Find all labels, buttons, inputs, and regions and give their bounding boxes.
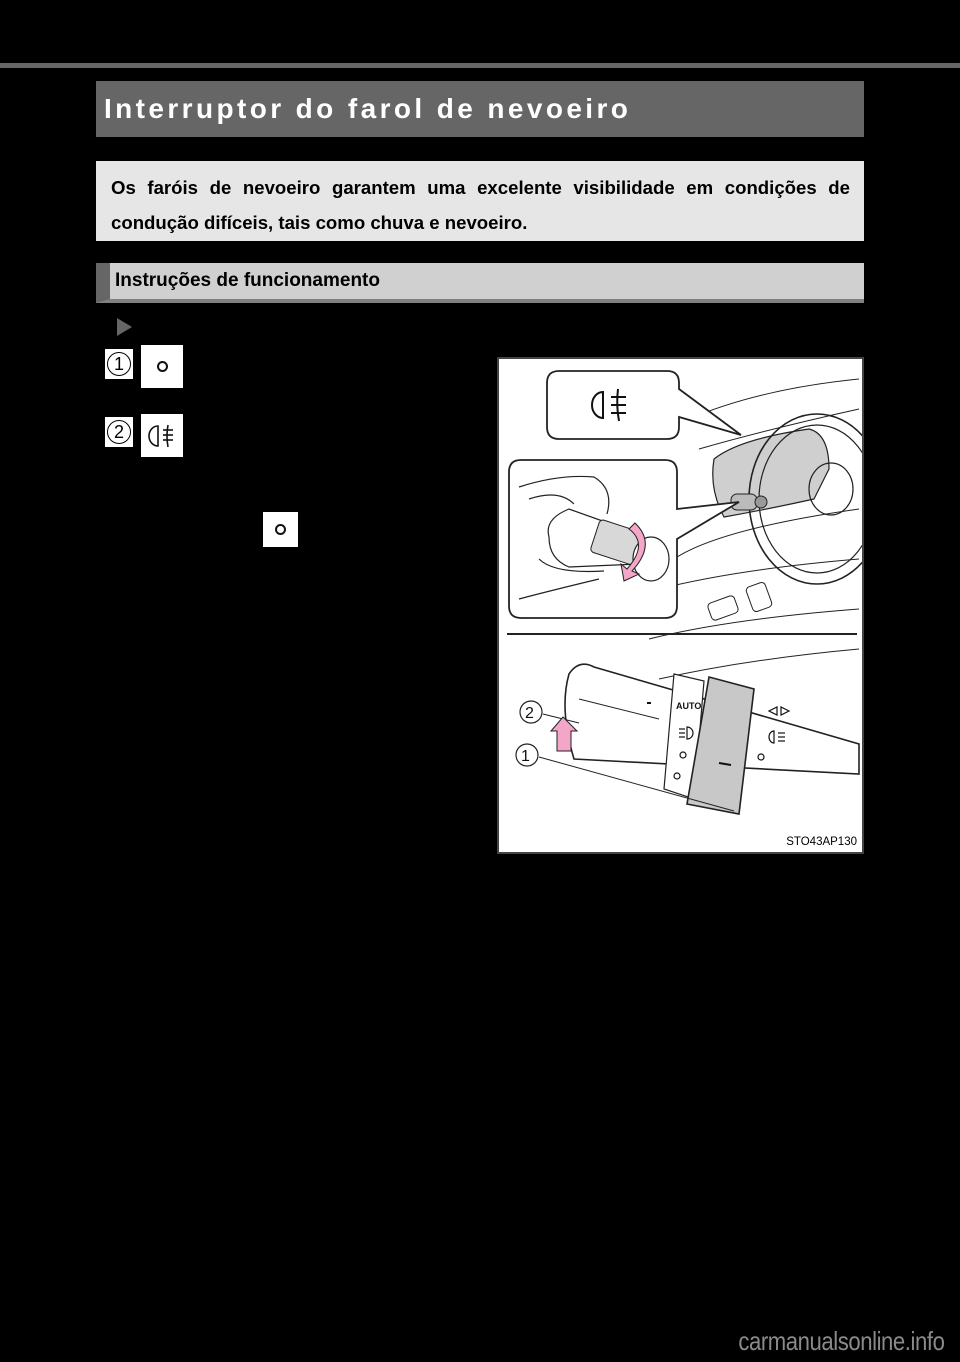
intro-text: Os faróis de nevoeiro garantem uma excelente visibilidade em condições de condução difíceis, tais como chuva e nevoeiro. bbox=[111, 177, 850, 233]
inline-off-ring-icon-box bbox=[263, 512, 298, 547]
section-header bbox=[96, 263, 864, 303]
front-fog-light-icon bbox=[147, 421, 177, 451]
bullet-triangle-icon bbox=[117, 318, 132, 336]
figure-caption: STO43AP130 bbox=[786, 836, 857, 848]
fog-light-switch-illustration bbox=[499, 359, 862, 852]
off-ring-icon bbox=[275, 524, 286, 535]
section-header-label: Instruções de funcionamento bbox=[115, 270, 380, 291]
illustration-figure bbox=[497, 357, 864, 854]
svg-text:2: 2 bbox=[525, 705, 534, 722]
front-fog-light-icon-box bbox=[141, 414, 183, 457]
off-ring-icon bbox=[157, 361, 168, 372]
svg-text:AUTO: AUTO bbox=[676, 701, 702, 711]
svg-text:1: 1 bbox=[521, 748, 530, 765]
top-rule bbox=[0, 63, 960, 68]
off-ring-icon-box bbox=[141, 345, 183, 388]
step-number-label: 2 bbox=[107, 420, 131, 444]
page-title: Interruptor do farol de nevoeiro bbox=[104, 93, 632, 124]
watermark: carmanualsonline.info bbox=[737, 1326, 944, 1356]
step-number-1 bbox=[105, 349, 133, 379]
intro-box bbox=[96, 161, 864, 241]
step-number-2 bbox=[105, 417, 133, 447]
page-title-bar bbox=[96, 81, 864, 137]
step-number-label: 1 bbox=[107, 352, 131, 376]
